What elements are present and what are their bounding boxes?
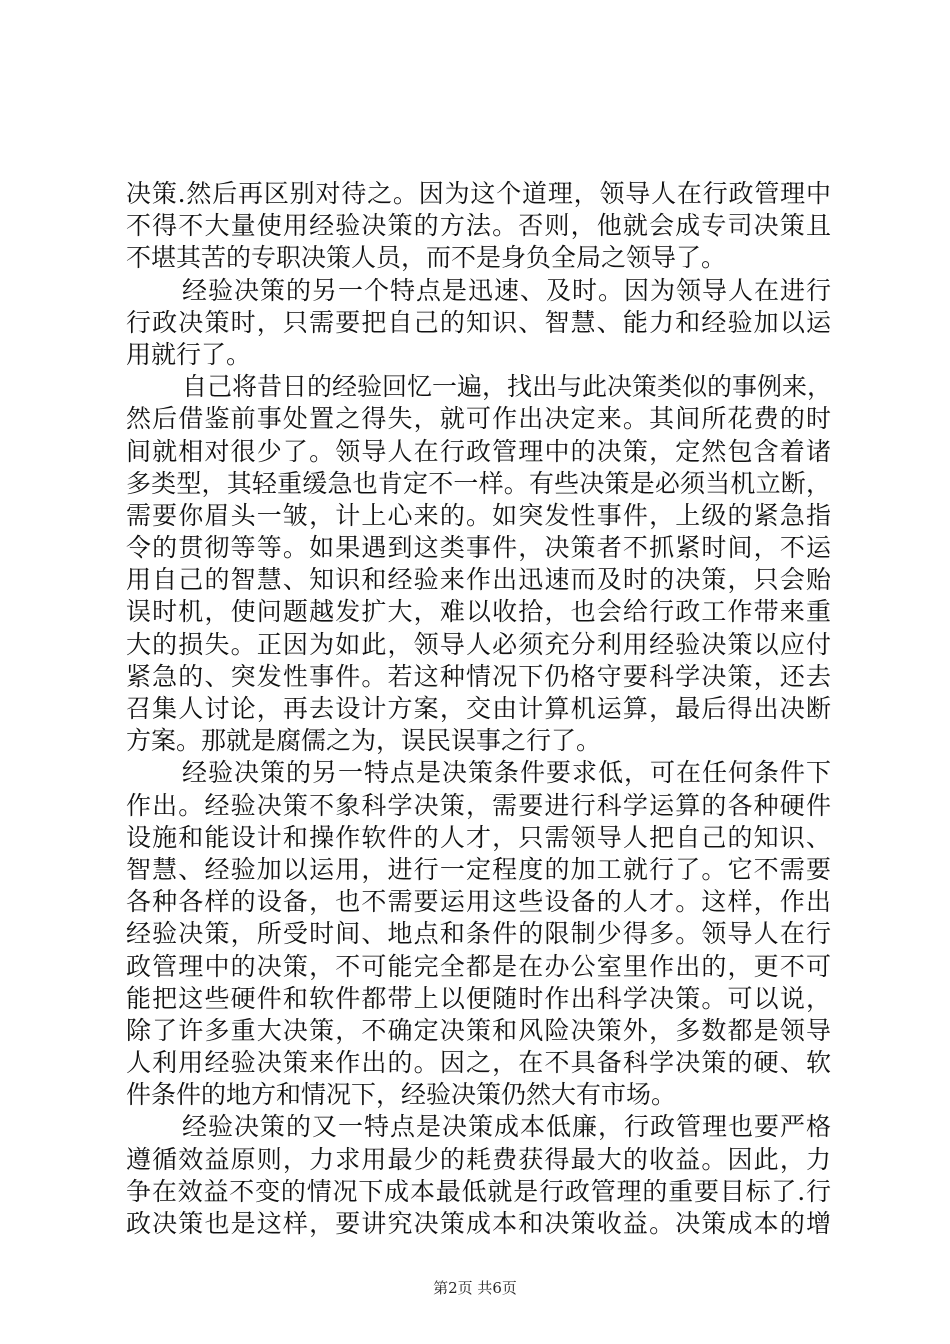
text-line: 经验决策，所受时间、地点和条件的限制少得多。领导人在行 — [126, 919, 831, 949]
text-line: 用自己的智慧、知识和经验来作出迅速而及时的决策，只会贻 — [126, 565, 831, 595]
text-line: 大的损失。正因为如此，领导人必须充分利用经验决策以应付 — [126, 629, 831, 659]
text-line: 自己将昔日的经验回忆一遍，找出与此决策类似的事例来， — [182, 372, 833, 402]
text-line: 用就行了。 — [126, 339, 252, 369]
text-line: 不得不大量使用经验决策的方法。否则，他就会成专司决策且 — [126, 211, 831, 241]
text-line: 间就相对很少了。领导人在行政管理中的决策，定然包含着诸 — [126, 436, 831, 466]
text-line: 各种各样的设备，也不需要运用这些设备的人才。这样，作出 — [126, 887, 831, 917]
text-line: 智慧、经验加以运用，进行一定程度的加工就行了。它不需要 — [126, 854, 831, 884]
text-line: 经验决策的另一个特点是迅速、及时。因为领导人在进行 — [182, 275, 831, 305]
text-line: 经验决策的又一特点是决策成本低廉，行政管理也要严格 — [182, 1112, 831, 1142]
page-footer: 第2页 共6页 — [433, 1279, 517, 1297]
text-line: 决策.然后再区别对待之。因为这个道理，领导人在行政管理中 — [126, 179, 831, 208]
text-line: 能把这些硬件和软件都带上以便随时作出科学决策。可以说， — [126, 983, 831, 1013]
text-line: 政管理中的决策，不可能完全都是在办公室里作出的，更不可 — [126, 951, 831, 981]
text-line: 除了许多重大决策，不确定决策和风险决策外，多数都是领导 — [126, 1015, 831, 1045]
text-line: 人利用经验决策来作出的。因之，在不具备科学决策的硬、软 — [126, 1048, 831, 1078]
document-body — [126, 178, 831, 1240]
text-line: 误时机，使问题越发扩大，难以收拾，也会给行政工作带来重 — [126, 597, 831, 627]
text-line: 设施和能设计和操作软件的人才，只需领导人把自己的知识、 — [126, 822, 831, 852]
text-line: 召集人讨论，再去设计方案，交由计算机运算，最后得出决断 — [126, 694, 831, 723]
text-line: 紧急的、突发性事件。若这种情况下仍格守要科学决策，还去 — [126, 661, 831, 691]
text-line: 争在效益不变的情况下成本最低就是行政管理的重要目标了.行 — [126, 1176, 831, 1206]
text-line: 方案。那就是腐儒之为，误民误事之行了。 — [126, 726, 602, 756]
text-line: 作出。经验决策不象科学决策，需要进行科学运算的各种硬件 — [126, 790, 831, 820]
text-line: 不堪其苦的专职决策人员，而不是身负全局之领导了。 — [126, 243, 727, 273]
text-line: 需要你眉头一皱，计上心来的。如突发性事件，上级的紧急指 — [126, 500, 831, 530]
text-line: 件条件的地方和情况下，经验决策仍然大有市场。 — [126, 1080, 677, 1110]
text-line: 遵循效益原则，力求用最少的耗费获得最大的收益。因此，力 — [126, 1144, 831, 1174]
text-line: 令的贯彻等等。如果遇到这类事件，决策者不抓紧时间，不运 — [126, 533, 831, 563]
text-line: 行政决策时，只需要把自己的知识、智慧、能力和经验加以运 — [126, 307, 831, 337]
text-line: 多类型，其轻重缓急也肯定不一样。有些决策是必须当机立断， — [126, 468, 831, 498]
text-line: 经验决策的另一特点是决策条件要求低，可在任何条件下 — [182, 758, 831, 788]
text-line: 政决策也是这样，要讲究决策成本和决策收益。决策成本的增 — [126, 1209, 831, 1238]
text-line: 然后借鉴前事处置之得失，就可作出决定来。其间所花费的时 — [126, 404, 831, 434]
